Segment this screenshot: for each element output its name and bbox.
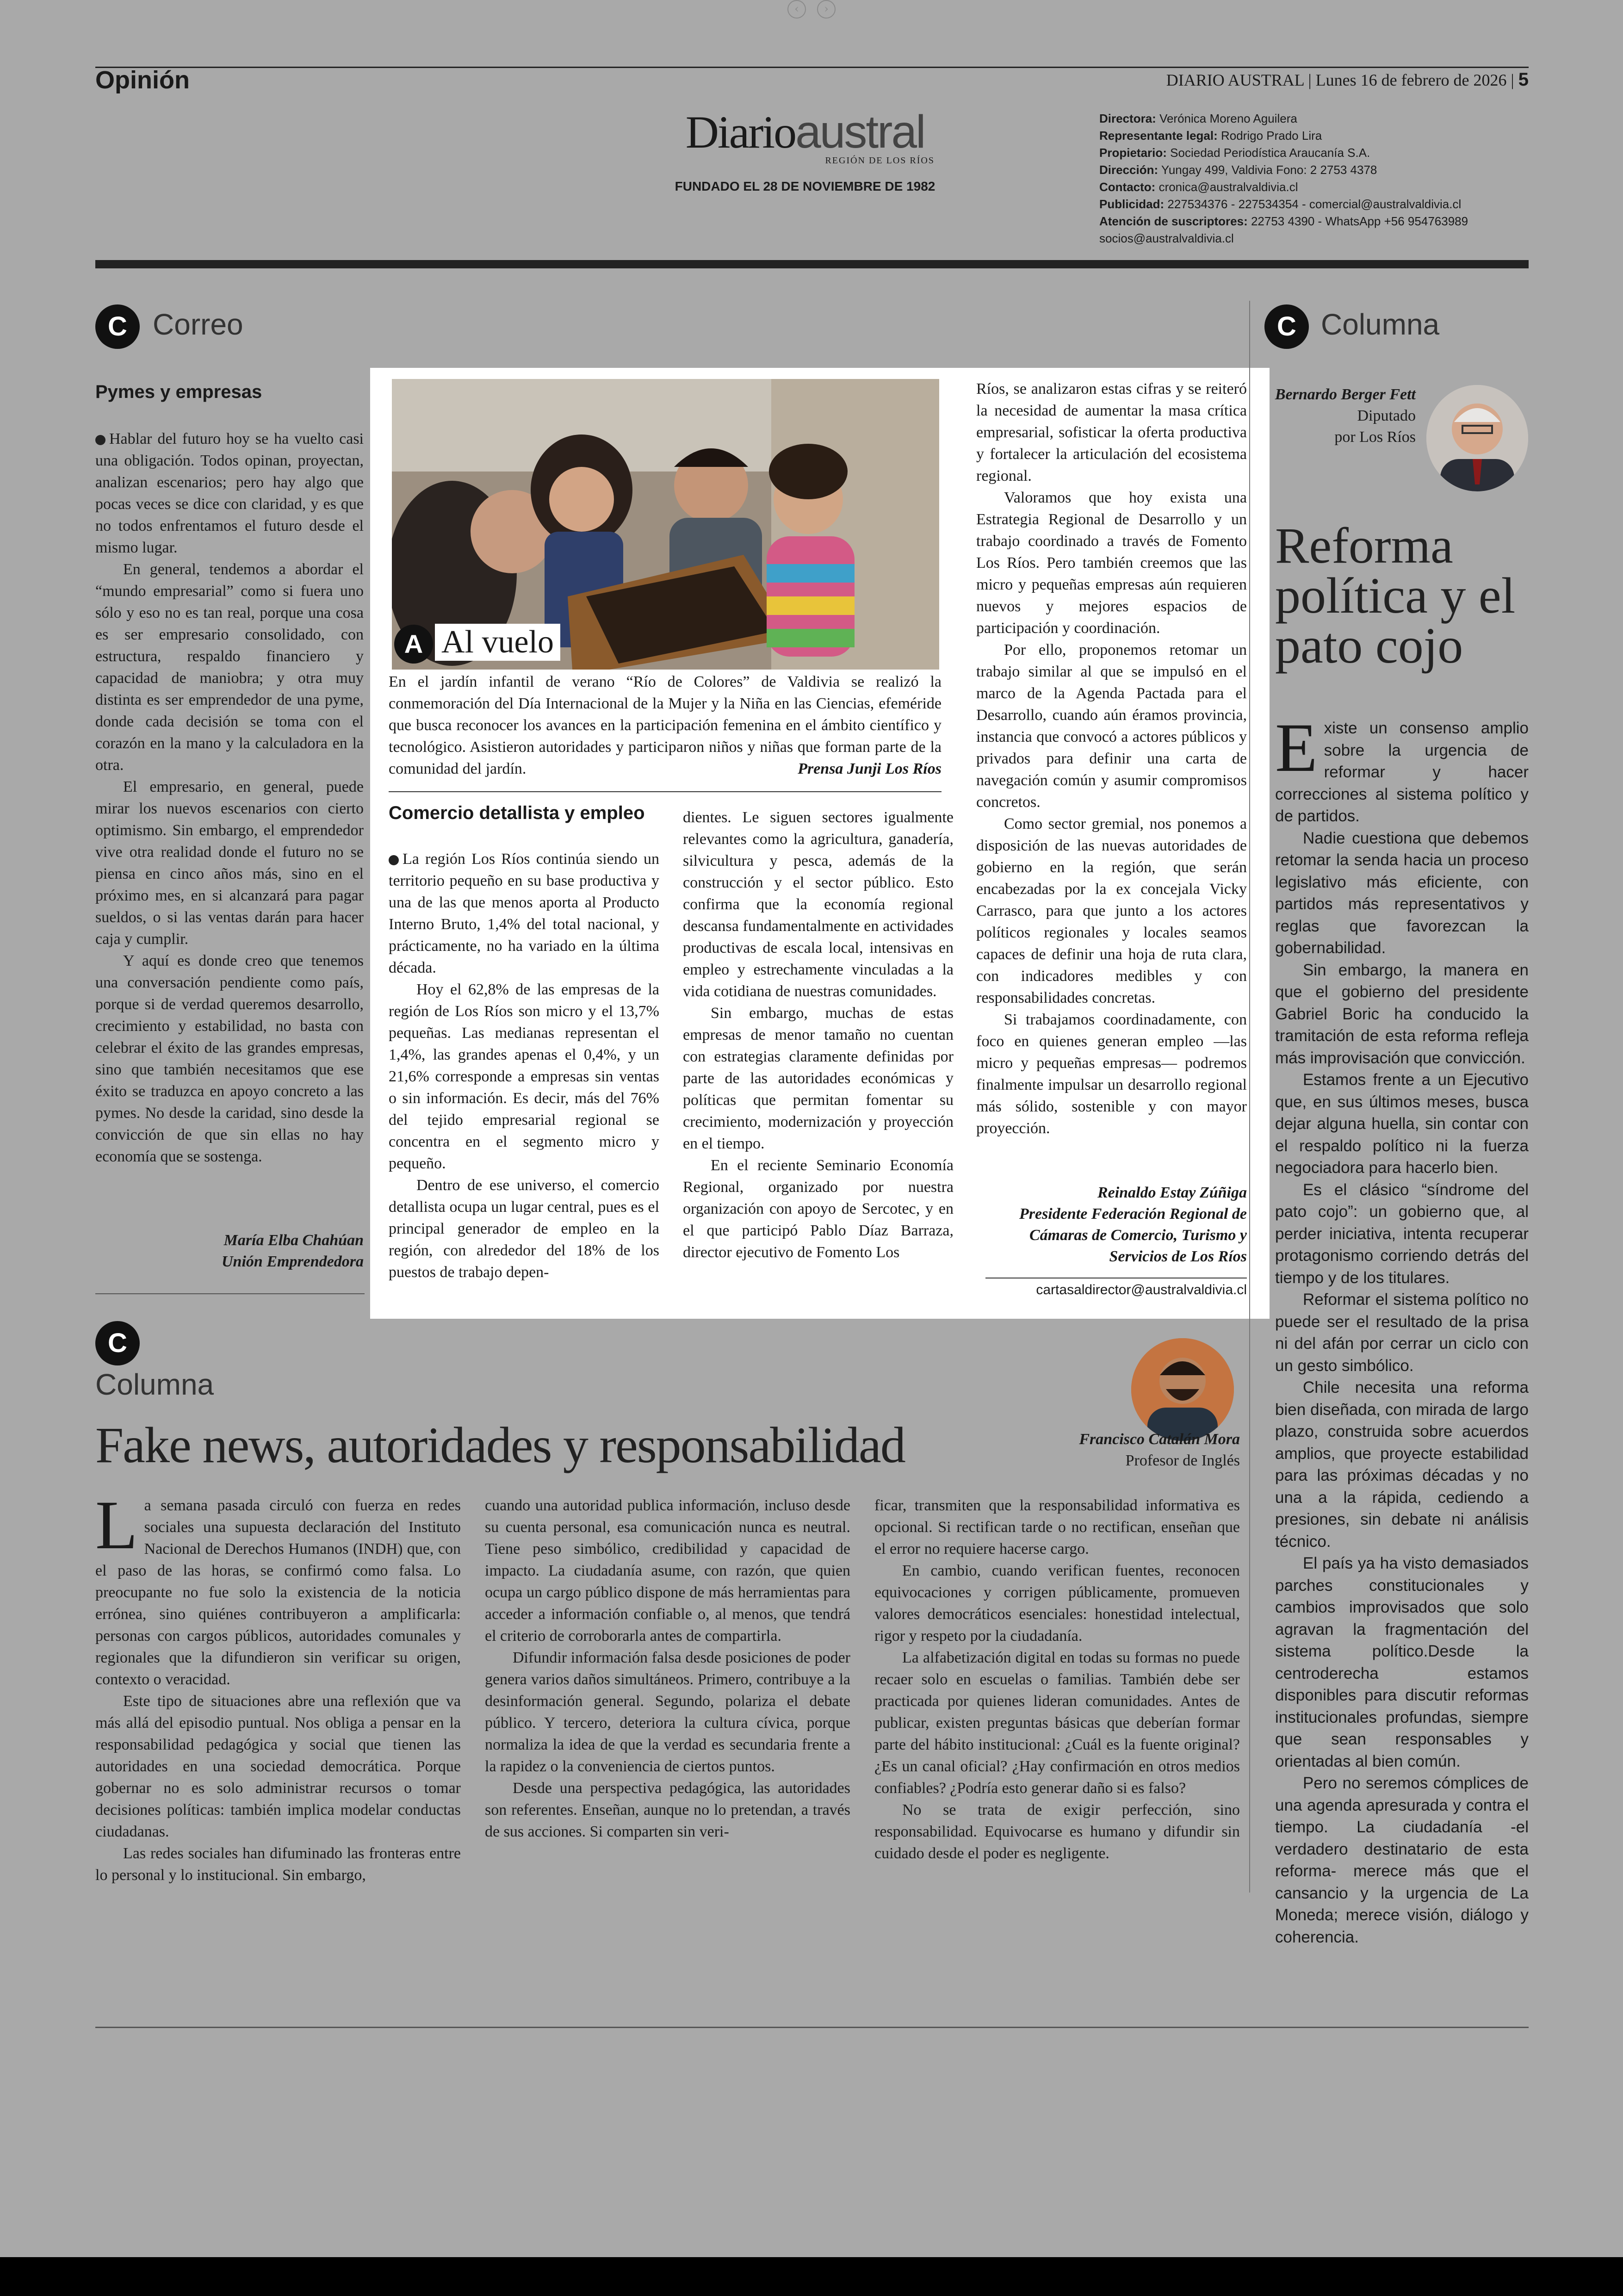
comercio-col1 <box>389 848 659 1283</box>
correo-author: María Elba Chahúan <box>223 1232 364 1249</box>
columna-right-paragraph: Existe un consenso amplio sobre la urgencia de reformar y hacer correcciones al sistema político y de partidos. <box>1275 709 1529 825</box>
issue-date: Lunes 16 de febrero de 2026 <box>1315 71 1507 89</box>
staff-value: socios@australvaldivia.cl <box>1099 231 1234 245</box>
staff-label: Atención de suscriptores: <box>1099 214 1248 228</box>
comercio-paragraph: Por ello, proponemos retomar un trabajo similar al que se impulsó en el marco de la Agenda Pactada para el Desarrollo, cuando aún éramos provincia, instancia que convocó a actores públicos y privados para definir una carta de navegación común y asumir compromisos concretos. <box>976 641 1247 811</box>
comercio-paragraph: Sin embargo, muchas de estas empresas de menor tamaño no cuentan con estrategias claramente definidas por parte de las autoridades económicas y políticas que permitan fomentar su crecimiento, modernización y proyección en el tiempo. <box>683 1005 954 1152</box>
page-nav <box>782 0 842 16</box>
bullet-icon <box>389 855 399 865</box>
columna-right-badge: C <box>1264 304 1309 349</box>
alvuelo-badge: A <box>394 625 433 664</box>
photo-credit: Prensa Junji Los Ríos <box>798 760 942 777</box>
alvuelo-label: Al vuelo <box>435 624 560 661</box>
correo-paragraph: El empresario, en general, puede mirar los nuevos escenarios con cierto optimismo. Sin embargo, el emprendedor vive otra realidad donde el futuro no se piensa en cinco años más, sino en el próximo mes, en si alcanzará para pagar sueldos, o si las ventas darán para hacer caja y cumplir. <box>95 778 364 948</box>
columna-bottom-paragraph: ficar, transmiten que la responsabilidad informativa es opcional. Si rectifican tarde o no rectifican, enseñan que el error no requiere hacerse cargo. <box>874 1497 1240 1558</box>
columna-bottom-col2 <box>485 1495 850 1843</box>
staff-label: Propietario: <box>1099 146 1167 160</box>
logo-main: Diario <box>685 106 796 158</box>
prev-page-icon[interactable]: ‹ <box>787 0 806 19</box>
staff-line <box>1099 179 1539 196</box>
columna-bottom-avatar <box>1131 1338 1234 1441</box>
comercio-signature <box>976 1182 1247 1267</box>
viewer-bottom-bar <box>0 2257 1623 2296</box>
comercio-author-role: Presidente Federación Regional de Cámaras de Comercio, Turismo y Servicios de Los Ríos <box>1019 1205 1247 1265</box>
page-number: 5 <box>1518 69 1529 90</box>
correo-body <box>95 428 364 1167</box>
columna-bottom-paragraph: No se trata de exigir perfección, sino responsabilidad. Equivocarse es humano y difundir sin cuidado desde el poder es negligente. <box>874 1801 1240 1862</box>
columna-right-title: Reforma política y el pato cojo <box>1275 517 1516 674</box>
columna-right-paragraph: Estamos frente a un Ejecutivo que, en sus últimos meses, busca dejar alguna huella, sin contar con el respaldo político ni la fuerza negociadora para hacerlo bien. <box>1275 1071 1529 1177</box>
staff-value: Yungay 499, Valdivia Fono: 2 2753 4378 <box>1161 163 1377 177</box>
top-rule <box>95 67 1529 68</box>
comercio-paragraph: La región Los Ríos continúa siendo un territorio pequeño en su base productiva y una de las que menos aporta al Producto Interno Bruto, 1,4% del total nacional, y prácticamente, no ha variado en la última década. <box>389 850 659 976</box>
comercio-paragraph: En el reciente Seminario Economía Regional, organizado por nuestra organización con apoyo de Sercotec, y en el que participó Pablo Díaz Barraza, director ejecutivo de Fomento Los <box>683 1157 954 1261</box>
comercio-paragraph: Dentro de ese universo, el comercio detallista ocupa un lugar central, pues es el principal generador de empleo en la región, con alrededor del 18% de los puestos de trabajo depen- <box>389 1177 659 1281</box>
dropcap: E <box>1275 709 1318 786</box>
center-panel <box>370 368 1270 1319</box>
columna-bottom-badge: C <box>95 1321 140 1365</box>
staff-line <box>1099 161 1539 179</box>
staff-value: 22753 4390 - WhatsApp +56 954763989 <box>1251 214 1468 228</box>
columna-right-byline <box>1272 384 1416 448</box>
columna-bottom-author: Francisco Catalán Mora <box>1079 1431 1240 1448</box>
comercio-paragraph: Como sector gremial, nos ponemos a disposición de las nuevas autoridades de gobierno en la región, que serán encabezadas por la ex concejala Vicky Carrasco, para que junto a los actores políticos regionales y locales seamos capaces de definir una hoja de ruta clara, con indicadores medibles y con responsabilidades concretas. <box>976 815 1247 1006</box>
columna-right-avatar <box>1426 385 1528 491</box>
staff-line <box>1099 196 1539 213</box>
staff-value: cronica@australvaldivia.cl <box>1158 180 1298 194</box>
founded-line: FUNDADO EL 28 DE NOVIEMBRE DE 1982 <box>675 179 935 193</box>
staff-line <box>1099 127 1539 144</box>
columna-bottom-label: Columna <box>95 1368 214 1401</box>
logo <box>662 106 948 158</box>
columna-right-body <box>1275 709 1529 1948</box>
columna-bottom-title: Fake news, autoridades y responsabilidad <box>95 1417 905 1473</box>
columna-right-role-1: Diputado <box>1357 407 1416 424</box>
section-title: Opinión <box>95 66 190 94</box>
comercio-headline: Comercio detallista y empleo <box>389 803 645 823</box>
columna-bottom-paragraph: Las redes sociales han difuminado las fronteras entre lo personal y lo institucional. Sin embargo, <box>95 1845 461 1884</box>
staff-box <box>1099 110 1539 247</box>
staff-line <box>1099 110 1539 127</box>
columna-right-paragraph: El país ya ha visto demasiados parches constitucionales y cambios improvisados que solo agravan la fragmentación del sistema político.Desde la centroderecha estamos disponibles para discutir reformas institucionales profundas, siempre que sean responsables y orientadas al bien común. <box>1275 1554 1529 1770</box>
staff-label: Representante legal: <box>1099 129 1218 143</box>
columna-bottom-paragraph: En cambio, cuando verifican fuentes, reconocen equivocaciones y corrigen públicamente, promueven valores democráticos esenciales: honestidad intelectual, rigor y respeto por la ciudadanía. <box>874 1562 1240 1644</box>
comercio-paragraph: dientes. Le siguen sectores igualmente relevantes como la agricultura, ganadería, silvicultura y pesca, además de la construcción y el sector público. Esto confirma que la economía regional descansa fundamentalmente en actividades productivas de escala local, intensivas en empleo y estrechamente vinculadas a la vida cotidiana de nuestras comunidades. <box>683 809 954 1000</box>
columna-right-paragraph: Nadie cuestiona que debemos retomar la senda hacia un proceso legislativo más eficiente, con partidos más representativos y reglas que favorezcan la gobernabilidad. <box>1275 829 1529 957</box>
bottom-rule <box>95 2027 1529 2028</box>
portrait-illustration <box>1131 1338 1234 1441</box>
paper-name: DIARIO AUSTRAL <box>1166 71 1304 89</box>
columna-right-paragraph: Pero no seremos cómplices de una agenda apresurada y contra el tiempo. La ciudadanía -el verdadero destinatario de esta reforma- merece más que el cansancio y la urgencia de La Moneda; merece visión, diálogo y coherencia. <box>1275 1774 1529 1946</box>
correo-label: Correo <box>153 308 243 341</box>
comercio-paragraph: Valoramos que hoy exista una Estrategia Regional de Desarrollo y un trabajo coordinado a través de Fomento Los Ríos. Pero también creemos que las micro y pequeñas empresas aún requieren nuevos y mejores espacios de participación y coordinación. <box>976 489 1247 637</box>
staff-value: Verónica Moreno Aguilera <box>1159 112 1297 125</box>
comercio-paragraph: Ríos, se analizaron estas cifras y se reiteró la necesidad de aumentar la masa crítica empresarial, sofisticar la oferta productiva y fortalecer la articulación del ecosistema regional. <box>976 380 1247 484</box>
columna-right-paragraph: Sin embargo, la manera en que el gobierno del presidente Gabriel Boric ha conducido la tramitación de esta reforma refleja más improvisación que convicción. <box>1275 961 1529 1067</box>
columna-right-author: Bernardo Berger Fett <box>1275 386 1416 403</box>
comercio-paragraph: Si trabajamos coordinadamente, con foco en quienes generan empleo —las micro y pequeñas empresas— podremos finalmente impulsar un desarrollo regional más sólido, sostenible y con mayor proyección. <box>976 1011 1247 1137</box>
columna-right-paragraph: Reformar el sistema político no puede ser el resultado de la prisa ni del afán por cerrar un ciclo con un gesto simbólico. <box>1275 1291 1529 1375</box>
columna-bottom-col3 <box>874 1495 1240 1864</box>
alvuelo-caption-text: En el jardín infantil de verano “Río de Colores” de Valdivia se realizó la conmemoración del Día Internacional de la Mujer y la Niña en las Ciencias, efeméride que busca reconocer los avances en la participación femenina en el ámbito científico y tecnológico. Asistieron autoridades y participaron niños y niñas que forman parte de la comunidad del jardín. <box>389 673 942 777</box>
columna-right-role-2: por Los Ríos <box>1334 428 1416 446</box>
staff-value: Rodrigo Prado Lira <box>1220 129 1322 143</box>
columna-bottom-paragraph: Este tipo de situaciones abre una reflexión que va más allá del episodio puntual. Nos obliga a pensar en la responsabilidad pedagógica y social que tienen las autoridades en una sociedad democrática. Porque gobernar no es solo administrar recursos o tomar decisiones políticas: también implica modelar conductas ciudadanas. <box>95 1693 461 1840</box>
right-column-divider <box>1249 301 1250 1893</box>
correo-paragraph: Hablar del futuro hoy se ha vuelto casi una obligación. Todos opinan, proyectan, analizan escenarios; pero hay algo que pocas veces se dice con claridad, y es que no todos enfrentamos el futuro desde el mismo lugar. <box>95 430 364 556</box>
logo-accent: austral <box>795 106 925 158</box>
comercio-paragraph: Hoy el 62,8% de las empresas de la región de Los Ríos son micro y el 13,7% pequeñas. Las medianas representan el 1,4%, las grandes apenas el 0,4%, y un 21,6% corresponde a empresas sin ventas o sin información. Es decir, más del 76% del tejido empresarial regional se concentra en el segmento micro y pequeño. <box>389 981 659 1172</box>
alvuelo-caption <box>389 671 942 780</box>
correo-paragraph: Y aquí es donde creo que tenemos una conversación pendiente como país, porque si de verdad queremos desarrollo, crecimiento y estabilidad, no basta con celebrar el éxito de las grandes empresas, sino que también necesitamos que ese éxito se traduzca en apoyo concreto a las pymes. No desde la caridad, sino desde la convicción de que sin ellas no hay economía que se sostenga. <box>95 952 364 1165</box>
staff-line <box>1099 144 1539 161</box>
comercio-author: Reinaldo Estay Zúñiga <box>1097 1184 1247 1201</box>
logo-region: REGIÓN DE LOS RÍOS <box>825 155 935 166</box>
staff-label: Dirección: <box>1099 163 1158 177</box>
columna-bottom-role: Profesor de Inglés <box>1125 1452 1240 1469</box>
columna-bottom-paragraph: Desde una perspectiva pedagógica, las autoridades son referentes. Enseñan, aunque no lo pretendan, a través de sus acciones. Si comparten sin veri- <box>485 1780 850 1840</box>
correo-rule <box>95 1293 365 1294</box>
correo-paragraph: En general, tendemos a abordar el “mundo empresarial” como si fuera uno sólo y eso no es tan real, porque una cosa es ser empresario consolidado, con estructura, respaldo financiero y capacidad de maniobra; y otra muy distinta es ser emprendedor de una pyme, donde cada decisión se toma con el corazón en la mano y la calculadora en la otra. <box>95 561 364 774</box>
staff-value: 227534376 - 227534354 - comercial@australvaldivia.cl <box>1167 197 1462 211</box>
portrait-illustration <box>1426 385 1528 491</box>
columna-bottom-paragraph: La alfabetización digital en todas su formas no puede recaer solo en escuelas o familias. También debe ser practicada por quienes lideran comunidades. Antes de publicar, existen preguntas básicas que deberían formar parte del hábito institucional: ¿Cuál es la fuente original? ¿Es un canal oficial? ¿Hay confirmación en otros medios confiables? ¿Podría esto generar daño si es falso? <box>874 1649 1240 1797</box>
columna-bottom-byline <box>925 1429 1240 1471</box>
staff-line <box>1099 230 1539 247</box>
columna-right-paragraph: Chile necesita una reforma bien diseñada, con mirada de largo plazo, construida sobre acuerdos amplios, que proyecte estabilidad para las próximas décadas y no una a la rápida, cediendo a presiones, sin debate ni análisis técnico. <box>1275 1378 1529 1551</box>
columna-bottom-paragraph: La semana pasada circuló con fuerza en redes sociales una supuesta declaración del Instituto Nacional de Derechos Humanos (INDH) que, con el paso de las horas, se confirmó como falsa. Lo preocupante no fue solo la existencia de la noticia errónea, sino quiénes contribuyeron a amplificarla: personas con cargos públicos, autoridades comunales y regionales que la difundieron sin verificar su origen, contexto o veracidad. <box>95 1487 461 1688</box>
staff-value: Sociedad Periodística Araucanía S.A. <box>1170 146 1370 160</box>
comercio-col3 <box>976 378 1247 1139</box>
correo-author-role: Unión Emprendedora <box>222 1253 364 1270</box>
correo-headline: Pymes y empresas <box>95 382 262 402</box>
next-page-icon[interactable]: › <box>817 0 836 19</box>
comercio-col2 <box>683 807 954 1263</box>
letters-email[interactable]: cartasaldirector@australvaldivia.cl <box>1036 1282 1247 1297</box>
columna-right-paragraph: Es el clásico “síndrome del pato cojo”: un gobierno que, al perder iniciativa, intenta recuperar protagonismo corriendo detrás del tiempo y de los titulares. <box>1275 1180 1529 1287</box>
masthead-bar <box>95 260 1529 268</box>
columna-bottom-col1 <box>95 1487 461 1886</box>
header-dateline: DIARIO AUSTRAL | Lunes 16 de febrero de 2026 | 5 <box>1166 69 1529 90</box>
dropcap: L <box>95 1487 138 1564</box>
correo-badge: C <box>95 304 140 349</box>
staff-label: Directora: <box>1099 112 1156 125</box>
columna-bottom-paragraph: cuando una autoridad publica información, incluso desde su cuenta personal, esa comunicación nunca es neutral. Tiene peso simbólico, credibilidad y capacidad de impacto. La ciudadanía asume, con razón, que quien ocupa un cargo público dispone de más herramientas para acceder a información confiable o, al menos, que tendrá el criterio de corroborarla antes de compartirla. <box>485 1497 850 1644</box>
masthead <box>662 106 948 194</box>
correo-signature <box>95 1230 364 1272</box>
columna-bottom-paragraph: Difundir información falsa desde posiciones de poder genera varios daños simultáneos. Primero, contribuye a la desinformación general. Segundo, polariza el debate público. Y tercero, deteriora la cultura cívica, porque normaliza la idea de que la verdad es secundaria frente a la rapidez o la conveniencia de ciertos puntos. <box>485 1649 850 1775</box>
staff-label: Contacto: <box>1099 180 1156 194</box>
caption-rule <box>389 791 942 792</box>
bullet-icon <box>95 435 105 445</box>
columna-right-label: Columna <box>1321 308 1440 341</box>
staff-label: Publicidad: <box>1099 197 1165 211</box>
staff-line <box>1099 213 1539 230</box>
